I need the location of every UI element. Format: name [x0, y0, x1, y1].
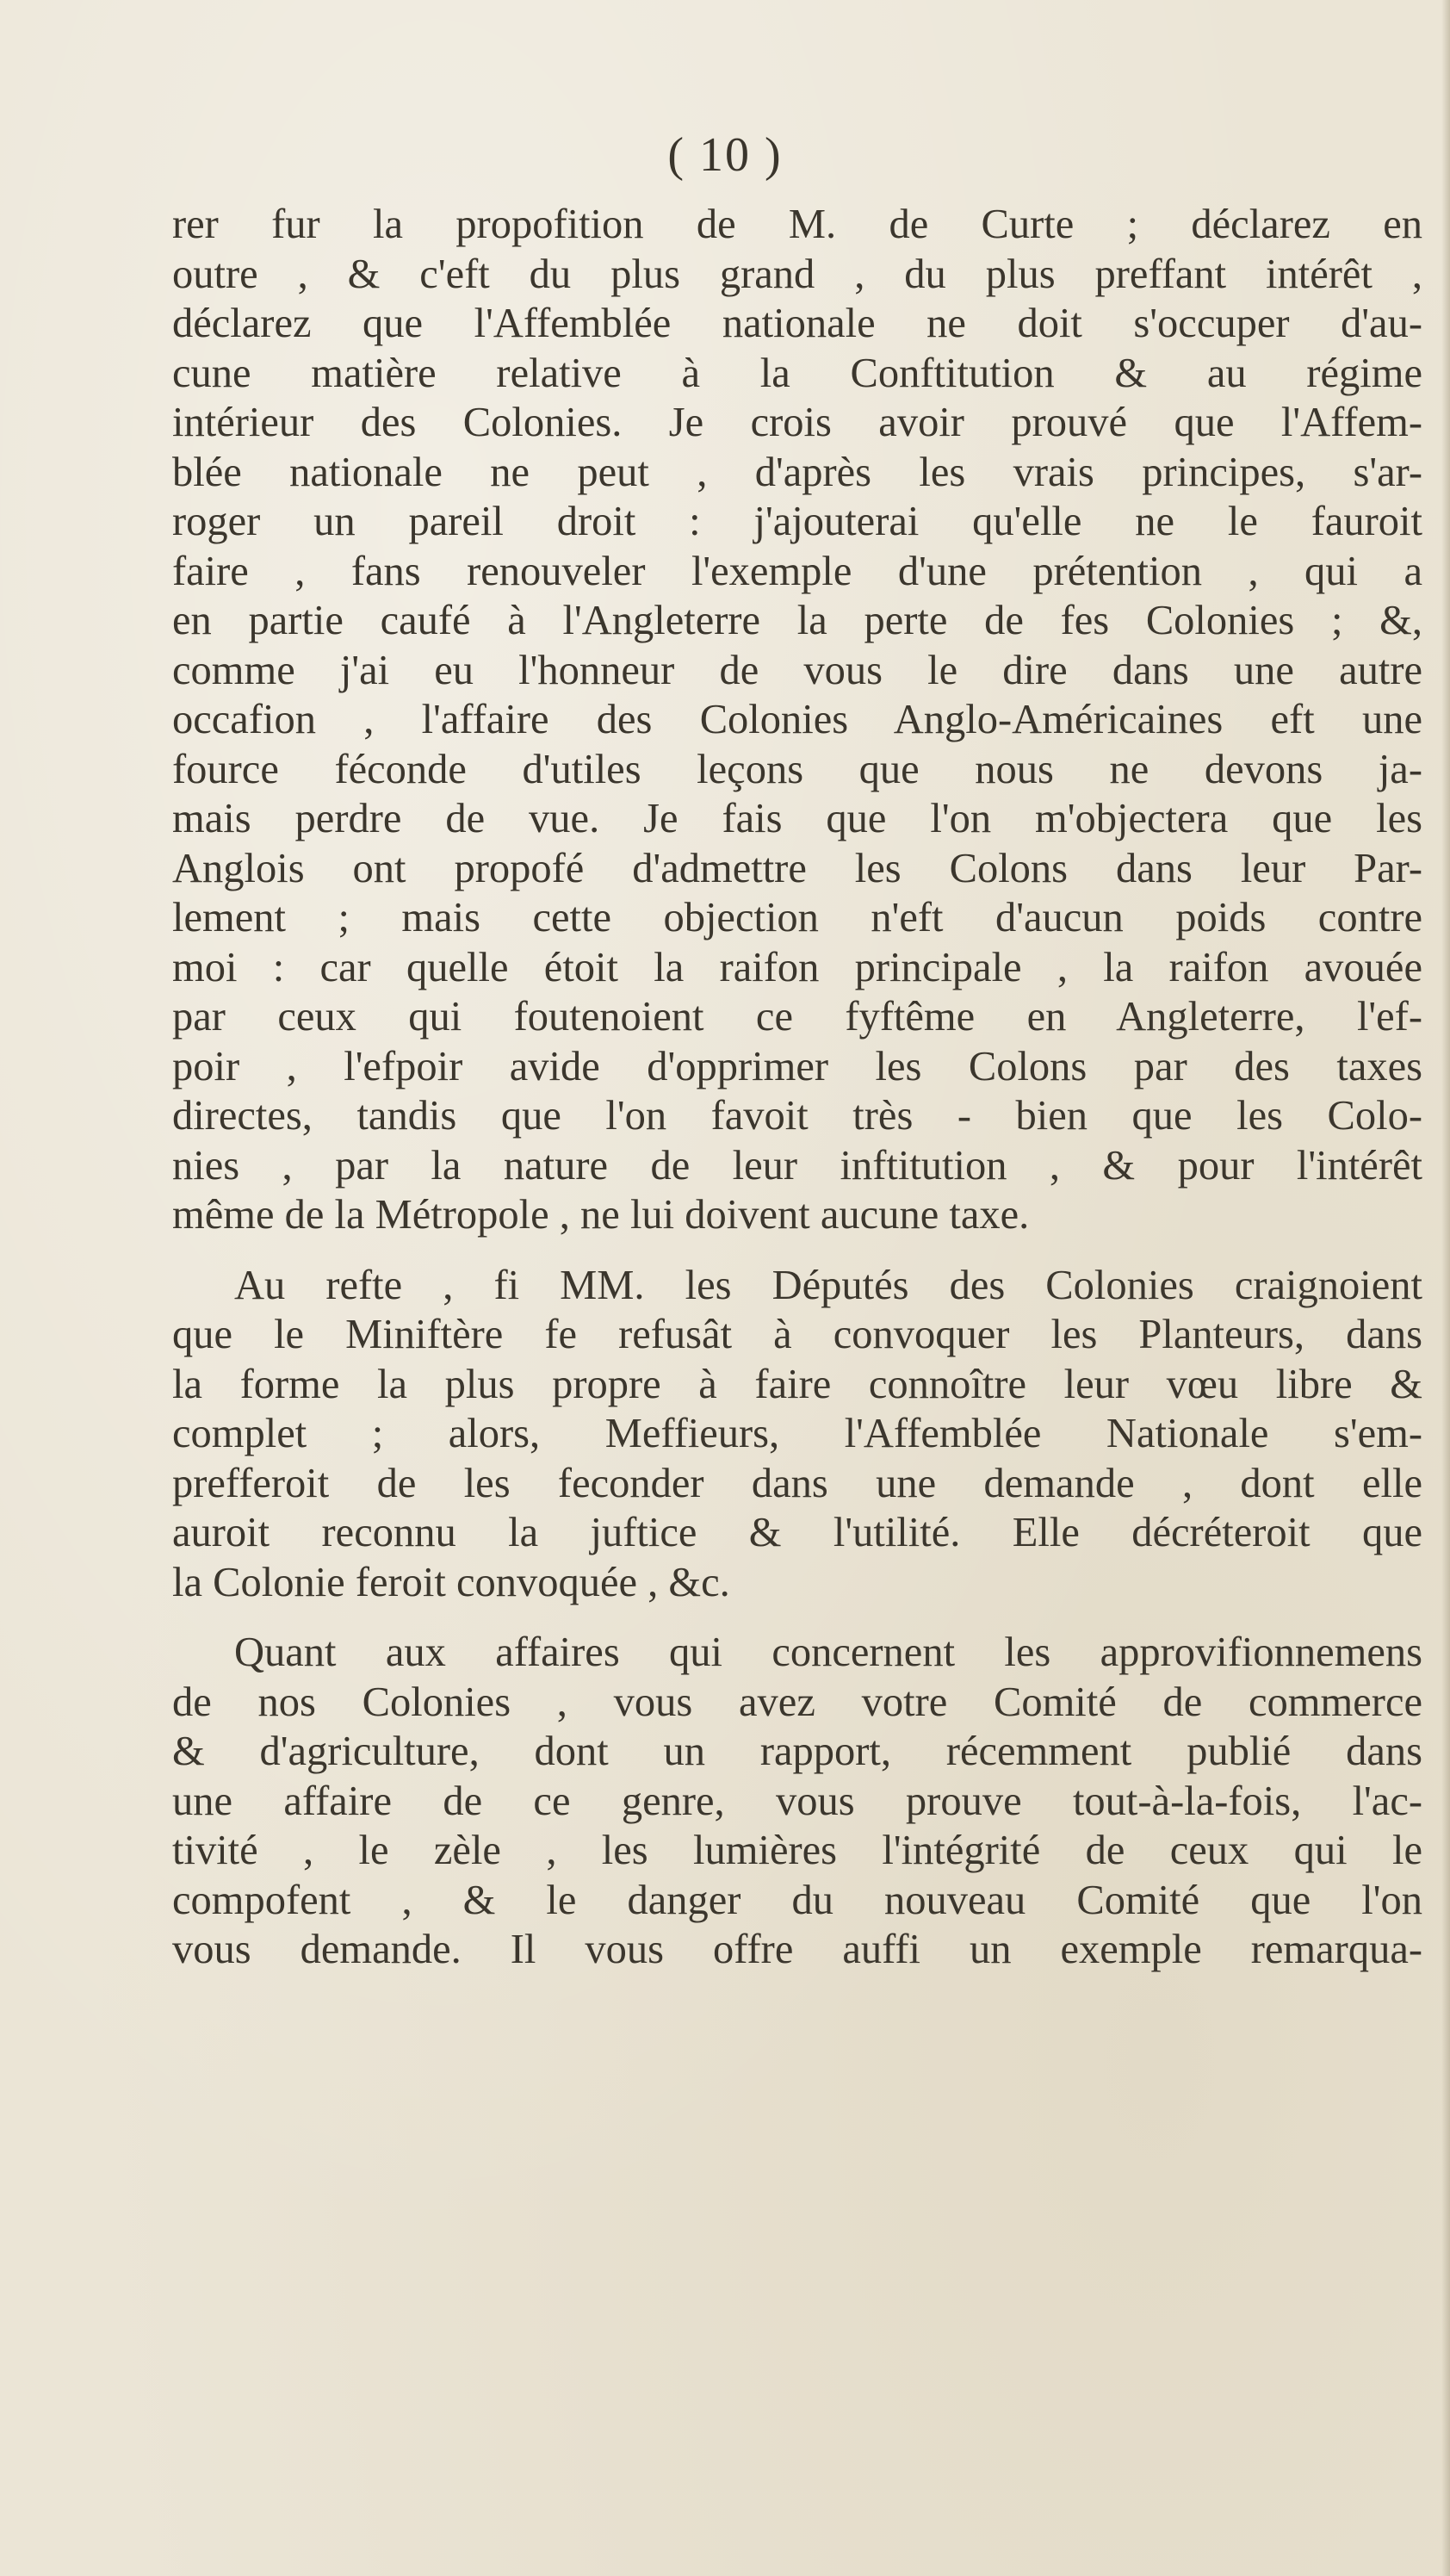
text-line: Quant aux affaires qui concernent les approvifionnemens — [234, 1629, 1422, 1675]
text-line: complet ; alors, Meffieurs, l'Affemblée Nationale s'em- — [172, 1411, 1422, 1456]
text-line: lement ; mais cette objection n'eft d'aucun poids contre — [172, 895, 1422, 940]
page-number: ( 10 ) — [667, 128, 783, 182]
text-line: occafion , l'affaire des Colonies Anglo-Américaines eft une — [172, 697, 1422, 742]
text-line: en partie caufé à l'Angleterre la perte de fes Colonies ; &, — [172, 598, 1422, 643]
text-line: directes, tandis que l'on favoit très - bien que les Colo- — [172, 1093, 1422, 1139]
text-line: compofent , & le danger du nouveau Comité que l'on — [172, 1877, 1422, 1923]
text-line: Anglois ont propofé d'admettre les Colons dans leur Par- — [172, 845, 1422, 891]
paragraph-gap — [172, 1607, 1422, 1628]
text-line: blée nationale ne peut , d'après les vrais principes, s'ar- — [172, 449, 1422, 495]
text-line: auroit reconnu la juftice & l'utilité. Elle décréteroit que — [172, 1510, 1422, 1555]
text-line: tivité , le zèle , les lumières l'intégrité de ceux qui le — [172, 1828, 1422, 1873]
text-line: mais perdre de vue. Je fais que l'on m'objectera que les — [172, 796, 1422, 841]
text-line: fource féconde d'utiles leçons que nous ne devons ja- — [172, 746, 1422, 792]
text-line: comme j'ai eu l'honneur de vous le dire dans une autre — [172, 647, 1422, 693]
body-text — [172, 200, 1422, 1975]
paragraph-3 — [172, 1628, 1422, 1975]
page-edge-shadow — [1441, 0, 1450, 2576]
text-line: la forme la plus propre à faire connoître leur vœu libre & — [172, 1361, 1422, 1407]
paragraph-1 — [172, 200, 1422, 1240]
text-line: Au refte , fi MM. les Députés des Colonies craignoient — [234, 1262, 1422, 1308]
text-line: & d'agriculture, dont un rapport, récemment publié dans — [172, 1729, 1422, 1774]
text-line: rer fur la propofition de M. de Curte ; déclarez en — [172, 202, 1422, 247]
text-line: roger un pareil droit : j'ajouterai qu'elle ne le fauroit — [172, 499, 1422, 544]
text-line: faire , fans renouveler l'exemple d'une prétention , qui a — [172, 548, 1422, 594]
text-line: outre , & c'eft du plus grand , du plus preffant intérêt , — [172, 251, 1422, 297]
text-line: vous demande. Il vous offre auffi un exemple remarqua- — [172, 1927, 1422, 1972]
text-line: que le Miniftère fe refusât à convoquer les Planteurs, dans — [172, 1312, 1422, 1357]
text-line: même de la Métropole , ne lui doivent aucune taxe. — [172, 1192, 1030, 1238]
text-line: la Colonie feroit convoquée , &c. — [172, 1559, 730, 1605]
text-line: prefferoit de les feconder dans une demande , dont elle — [172, 1460, 1422, 1506]
text-line: déclarez que l'Affemblée nationale ne doit s'occuper d'au- — [172, 301, 1422, 346]
text-line: poir , l'efpoir avide d'opprimer les Colons par des taxes — [172, 1043, 1422, 1089]
text-line: cune matière relative à la Conftitution & au régime — [172, 350, 1422, 396]
text-line: moi : car quelle étoit la raifon principale , la raifon avouée — [172, 944, 1422, 990]
text-line: nies , par la nature de leur inftitution , & pour l'intérêt — [172, 1142, 1422, 1189]
text-line: par ceux qui foutenoient ce fyftême en Angleterre, l'ef- — [172, 994, 1422, 1040]
text-line: intérieur des Colonies. Je crois avoir prouvé que l'Affem- — [172, 400, 1422, 445]
text-line: une affaire de ce genre, vous prouve tout-à-la-fois, l'ac- — [172, 1778, 1422, 1824]
paragraph-gap — [172, 1240, 1422, 1261]
paragraph-2 — [172, 1261, 1422, 1608]
text-line: de nos Colonies , vous avez votre Comité de commerce — [172, 1679, 1422, 1725]
